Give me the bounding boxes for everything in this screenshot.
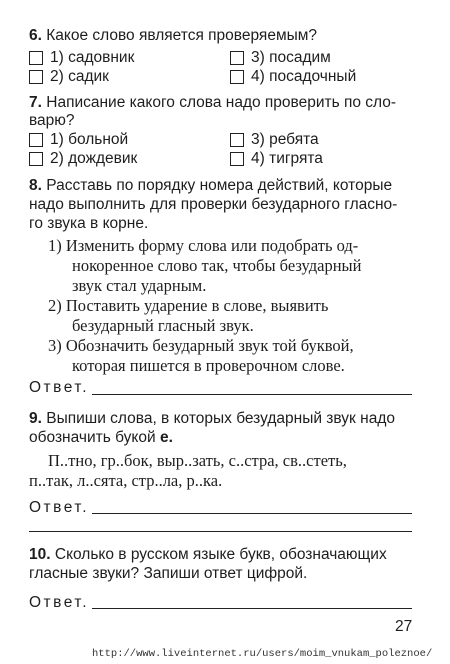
question-7-number: 7.	[29, 94, 42, 111]
question-6	[29, 26, 317, 45]
answer-line[interactable]	[92, 513, 412, 514]
answer-line[interactable]	[92, 394, 412, 395]
checkbox[interactable]	[29, 152, 43, 166]
checkbox[interactable]	[230, 152, 244, 166]
step-1-line1: 1) Изменить форму слова или подобрать од-	[48, 236, 359, 255]
option-label: 3) ребята	[251, 131, 319, 148]
step-1-line2: нокоренное слово так, чтобы безударный	[72, 256, 362, 275]
step-2-line2: безударный гласный звук.	[72, 316, 254, 335]
option-label: 4) тигрята	[251, 150, 323, 167]
question-8-text: Расставь по порядку номера действий, которые	[46, 177, 393, 194]
question-7-line2: варю?	[29, 112, 75, 129]
step-3-line2: которая пишется в проверочном слове.	[72, 356, 345, 375]
question-8-line2: надо выполнить для проверки безударного гласно-	[29, 196, 398, 213]
question-9-number: 9.	[29, 410, 42, 427]
question-9-letter: е.	[159, 429, 173, 446]
question-10-line2: гласные звуки? Запиши ответ цифрой.	[29, 565, 308, 582]
page-number: 27	[395, 618, 413, 635]
option-label: 3) посадим	[251, 49, 331, 66]
question-9-prefix: обозначить букой	[29, 429, 156, 446]
footer-url[interactable]: http://www.liveinternet.ru/users/moim_vnukam_poleznoe/	[92, 648, 433, 660]
option-label: 4) посадочный	[251, 68, 357, 85]
q7-option-3[interactable]	[230, 130, 319, 149]
option-label: 1) больной	[50, 131, 129, 148]
words-line2: п..так, л..сята, стр..ла, р..ка.	[29, 471, 223, 490]
q7-option-2[interactable]	[29, 149, 137, 168]
step-3-line1: 3) Обозначить безударный звук той буквой,	[48, 336, 354, 355]
q6-option-1[interactable]	[29, 48, 134, 67]
question-9-text: Выпиши слова, в которых безударный звук надо	[46, 410, 395, 427]
question-7-text: Написание какого слова надо проверить по сло-	[46, 94, 397, 111]
option-label: 2) садик	[50, 68, 109, 85]
checkbox[interactable]	[29, 133, 43, 147]
question-10-text: Сколько в русском языке букв, обозначающих	[54, 546, 387, 563]
question-9-line1	[29, 409, 395, 428]
question-9-line2	[29, 428, 173, 447]
answer-line[interactable]	[92, 608, 412, 609]
checkbox[interactable]	[230, 51, 244, 65]
question-6-text: Какое слово является проверяемым?	[46, 27, 318, 44]
answer-line-extra[interactable]	[29, 531, 412, 532]
checkbox[interactable]	[230, 70, 244, 84]
q6-option-3[interactable]	[230, 48, 331, 67]
question-6-number: 6.	[29, 27, 42, 44]
question-10-line1	[29, 545, 387, 564]
question-10-number: 10.	[29, 546, 51, 563]
checkbox[interactable]	[230, 133, 244, 147]
words-line1: П..тно, гр..бок, выр..зать, с..стра, св..стеть,	[48, 451, 347, 470]
question-8-line1	[29, 176, 392, 195]
q6-option-4[interactable]	[230, 67, 356, 86]
checkbox[interactable]	[29, 70, 43, 84]
checkbox[interactable]	[29, 51, 43, 65]
question-8-number: 8.	[29, 177, 42, 194]
question-7-line1	[29, 93, 396, 112]
answer-label: Ответ.	[29, 379, 90, 396]
option-label: 1) садовник	[50, 49, 135, 66]
q7-option-1[interactable]	[29, 130, 128, 149]
answer-label: Ответ.	[29, 499, 90, 516]
step-1-line3: звук стал ударным.	[72, 276, 207, 295]
q6-option-2[interactable]	[29, 67, 109, 86]
question-8-line3: го звука в корне.	[29, 215, 149, 232]
q7-option-4[interactable]	[230, 149, 323, 168]
answer-label: Ответ.	[29, 594, 90, 611]
option-label: 2) дождевик	[50, 150, 138, 167]
step-2-line1: 2) Поставить ударение в слове, выявить	[48, 296, 329, 315]
